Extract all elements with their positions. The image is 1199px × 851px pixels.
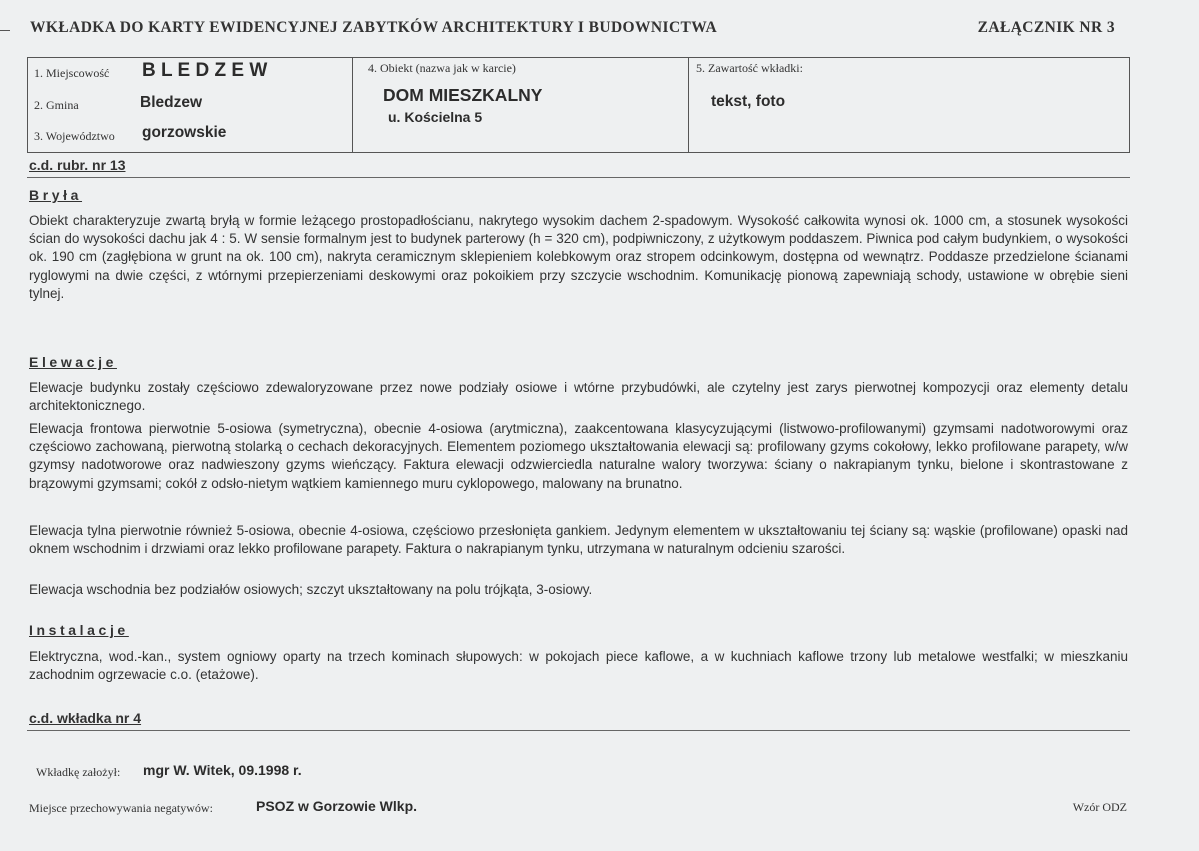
annex-number: ZAŁĄCZNIK NR 3 — [977, 19, 1115, 36]
section-heading-instalacje: Instalacje — [29, 622, 129, 638]
contents-label: 5. Zawartość wkładki: — [696, 61, 803, 75]
form-template-mark: Wzór ODZ — [1072, 800, 1127, 814]
section-rule — [27, 730, 1130, 731]
box-divider — [688, 58, 689, 152]
document-title: WKŁADKA DO KARTY EWIDENCYJNEJ ZABYTKÓW ARCHITEKTURY I BUDOWNICTWA — [30, 19, 718, 36]
object-name: DOM MIESZKALNY — [383, 85, 543, 105]
continued-in-ref: c.d. wkładka nr 4 — [29, 710, 142, 726]
voivodeship-value: gorzowskie — [142, 124, 227, 141]
object-address: u. Kościelna 5 — [388, 109, 483, 125]
section-text-elewacje-2: Elewacja frontowa pierwotnie 5-osiowa (symetryczna), obecnie 4-osiowa (arytmiczna), zaakcentowana klasycyzującymi (listwowo-profilowanymi) gzymsami nadotworowymi oraz częściowo zachowaną, pierwotną stolarką o cechach dekoracyjnych. Elementem poziomego ukształtowania elewacji są: profilowany gzyms cokołowy, lekko profilowane parapety, w/w gzymsy nadotworowe oraz nadwieszony gzyms wieńczący. Faktura elewacji odzwierciedla naturalne walory tworzywa: ściany o nakrapianym tynku, bielone i skontrastowane z brązowymi gzymsami; cokół z odsło-nietym wątkiem kamiennego muru cyklopowego, malowany na brunatno. — [29, 421, 1128, 491]
section-rule — [27, 177, 1130, 178]
section-heading-bryla: Bryła — [29, 187, 83, 203]
commune-value: Bledzew — [140, 94, 203, 111]
section-text-elewacje-1: Elewacje budynku zostały częściowo zdewaloryzowane przez nowe podziały osiowe i wtórne przybudówki, ale czytelny jest zarys pierwotnej kompozycji oraz elementy detalu architektonicznego. — [29, 380, 1128, 414]
section-text-instalacje: Elektryczna, wod.-kan., system ogniowy oparty na trzech kominach słupowych: w pokojach piece kaflowe, a w kuchniach kaflowe trzony lub metalowe westfalki; w mieszkaniu zachodnim ogrzewacie c.o. (etażowe). — [29, 649, 1128, 683]
voivodeship-label: 3. Województwo — [34, 129, 115, 143]
margin-tick — [0, 30, 10, 31]
commune-label: 2. Gmina — [34, 98, 79, 112]
storage-label: Miejsce przechowywania negatywów: — [29, 801, 213, 815]
author-label: Wkładkę założył: — [36, 765, 121, 779]
identification-box — [27, 57, 1130, 153]
section-heading-elewacje: Elewacje — [29, 354, 117, 370]
locality-label: 1. Miejscowość — [34, 66, 110, 80]
author-value: mgr W. Witek, 09.1998 r. — [143, 762, 302, 778]
section-text-elewacje-3: Elewacja tylna pierwotnie również 5-osiowa, obecnie 4-osiowa, częściowo przesłonięta gankiem. Jedynym elementem w ukształtowaniu tej ściany są: wąskie (profilowane) opaski nad oknem wschodnim i drzwiami oraz lekko profilowane parapety. Faktura o nakrapianym tynku, utrzymana w naturalnym odcieniu szarości. — [29, 523, 1128, 557]
box-divider — [352, 58, 353, 152]
locality-value: B L E D Z E W — [142, 60, 268, 81]
storage-value: PSOZ w Gorzowie Wlkp. — [256, 798, 418, 814]
continuation-ref: c.d. rubr. nr 13 — [29, 157, 126, 173]
object-label: 4. Obiekt (nazwa jak w karcie) — [368, 61, 516, 75]
section-text-bryla: Obiekt charakteryzuje zwartą bryłą w formie leżącego prostopadłościanu, nakrytego wysokim dachem 2-spadowym. Wysokość całkowita wynosi ok. 1000 cm, a stosunek wysokości ścian do wysokości dachu jak 4 : 5. W sensie formalnym jest to budynek parterowy (h = 320 cm), podpiwniczony, z użytkowym poddaszem. Piwnica pod całym budynkiem, o wysokości ok. 190 cm (zagłębiona w grunt na ok. 100 cm), nakryta ceramicznym sklepieniem kolebkowym oraz stropem odcinkowym, dostępna od wewnątrz. Poddasze przedzielone ścianami ryglowymi na dwie części, z wtórnymi przepierzeniami deskowymi oraz pokoikiem przy szczycie wschodnim. Komunikację pionową zapewniają schody, ustawione w obrębie sieni tylnej. — [29, 213, 1128, 301]
contents-value: tekst, foto — [711, 93, 786, 110]
section-text-elewacje-4: Elewacja wschodnia bez podziałów osiowych; szczyt ukształtowany na polu trójkąta, 3-osiowy. — [29, 582, 593, 597]
